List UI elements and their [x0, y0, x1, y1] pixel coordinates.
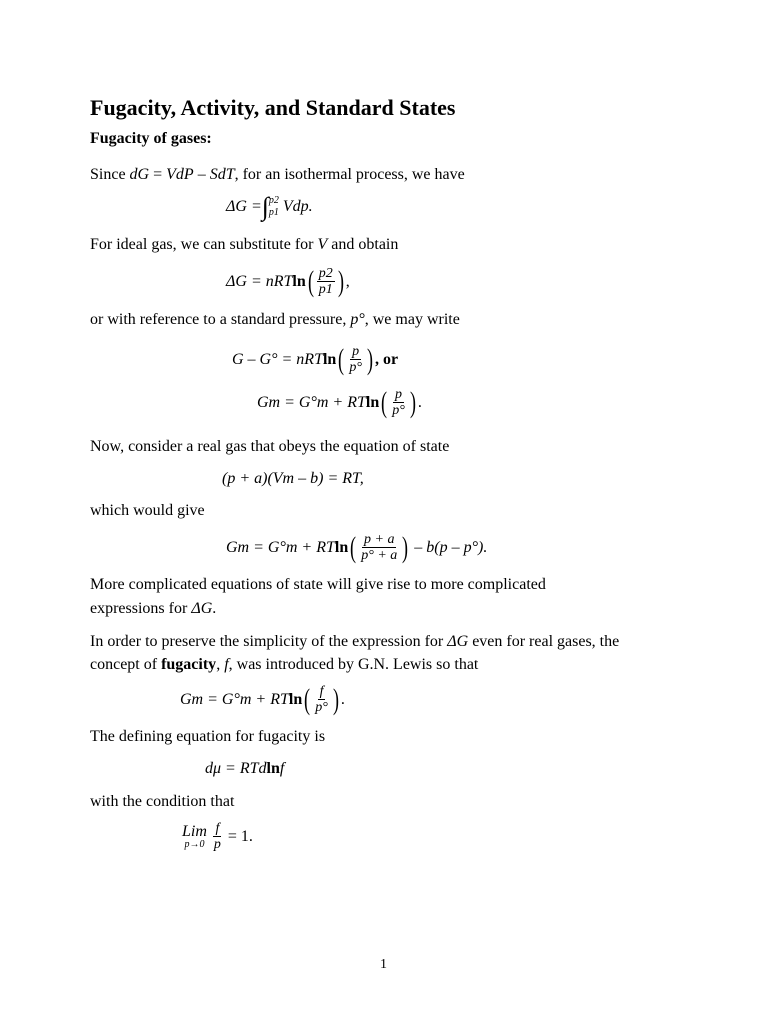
paragraph-6a: More complicated equations of state will give rise to more complicated: [90, 576, 546, 593]
page-title: Fugacity, Activity, and Standard States: [90, 95, 456, 120]
equation-standard-pressure: G – G° = nRT ln ( $\frac{p}{p^\circ}$ ) , or: [232, 343, 399, 376]
paragraph-8: The defining equation for fugacity is: [90, 728, 326, 745]
paragraph-7b: concept of fugacity, f, was introduced by G.N. Lewis so that: [90, 656, 479, 673]
equation-real-gas: Gm = G°m + RT ln ( $\frac{p + a}{p^\circ + a}$ ) – b(p – p°).: [226, 531, 488, 564]
equation-fugacity-definition: Gm = G°m + RT ln ( $\frac{f}{p^\circ}$ ) .: [180, 683, 345, 716]
paragraph-5: which would give: [90, 502, 205, 519]
paragraph-9: with the condition that: [90, 793, 235, 810]
paragraph-3: or with reference to a standard pressure, p°, we may write: [90, 311, 460, 328]
equation-molar-gibbs: Gm = G°m + RT ln ( $\frac{p}{p^\circ}$ ) .: [257, 386, 422, 419]
paragraph-2: For ideal gas, we can substitute for V and obtain: [90, 236, 399, 253]
paragraph-1: Since dG = VdP – SdT, for an isothermal process, we have: [90, 166, 465, 183]
equation-delta-g-integral: ΔG = ∫ p2 p1 Vdp.: [226, 192, 313, 221]
equation-limit-condition: Lim p→0 $\frac{f}{p}$ = 1.: [182, 821, 253, 852]
paragraph-6b: expressions for ΔG.: [90, 600, 217, 617]
paragraph-7a: In order to preserve the simplicity of the expression for ΔG even for real gases, the: [90, 633, 620, 650]
equation-chemical-potential: dμ = RTd ln f: [205, 760, 285, 777]
section-heading: Fugacity of gases:: [90, 130, 212, 147]
paragraph-4: Now, consider a real gas that obeys the equation of state: [90, 438, 450, 455]
equation-ideal-gas: ΔG = nRT ln ( $\frac{p2}{p1}$ ) ,: [226, 265, 350, 298]
limit-operator: Lim p→0: [182, 823, 207, 850]
page-number: 1: [380, 957, 387, 972]
equation-of-state: (p + a)(Vm – b) = RT,: [222, 470, 364, 487]
integral-sign: ∫ p2 p1: [261, 192, 279, 221]
